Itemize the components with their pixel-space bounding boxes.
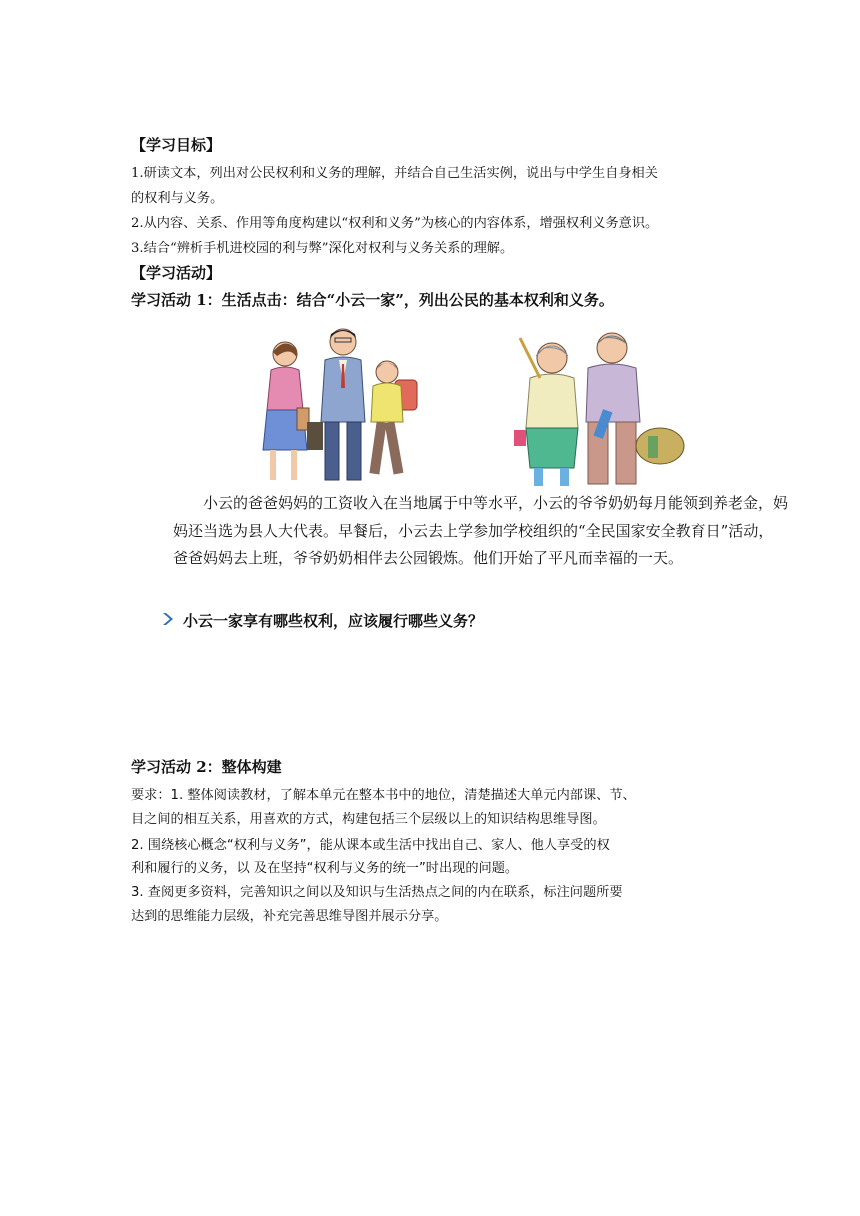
grandfather-figure: [586, 333, 684, 484]
activity-1-question: 小云一家享有哪些权利，应该履行哪些义务？: [183, 612, 484, 630]
activity-1-title: 学习活动 1：生活点击：结合“小云一家”，列出公民的基本权利和义务。: [131, 291, 614, 309]
section-heading-goals: 【学习目标】: [131, 136, 222, 154]
goal-item-3: 3.结合“辨析手机进校园的利与弊”深化对权利与义务关系的理解。: [131, 241, 514, 256]
grandparents-illustration: [500, 318, 690, 492]
goal-item-1-cont: 的权利与义务。: [131, 191, 224, 206]
activity-2-title: 学习活动 2：整体构建: [131, 758, 282, 776]
father-figure: [307, 329, 365, 480]
grandmother-figure: [514, 338, 578, 486]
requirement-line-5: 3. 查阅更多资料，完善知识之间以及知识与生活热点之间的内在联系，标注问题所要: [131, 885, 623, 900]
mother-figure: [263, 342, 309, 480]
goal-item-2: 2.从内容、关系、作用等角度构建以“权利和义务”为核心的内容体系，增强权利义务意识。: [131, 216, 659, 231]
chevron-right-icon: [160, 611, 176, 627]
requirement-line-4: 利和履行的义务，以 及在坚持“权利与义务的统一”时出现的问题。: [131, 861, 519, 876]
requirement-line-2: 目之间的相互关系，用喜欢的方式，构建包括三个层级以上的知识结构思维导图。: [131, 812, 606, 827]
section-heading-activities: 【学习活动】: [131, 264, 222, 282]
requirement-line-6: 达到的思维能力层级，补充完善思维导图并展示分享。: [131, 909, 448, 924]
family-parents-child-illustration: [255, 322, 430, 492]
story-paragraph: 小云的爸爸妈妈的工资收入在当地属于中等水平，小云的爷爷奶奶每月能领到养老金，妈妈还当选为县人大代表。早餐后，小云去上学参加学校组织的“全民国家安全教育日”活动，爸爸妈妈去上班，爷爷奶奶相伴去公园锻炼。他们开始了平凡而幸福的一天。: [173, 494, 789, 567]
child-figure: [369, 361, 417, 474]
goal-item-1: 1.研读文本，列出对公民权利和义务的理解，并结合自己生活实例，说出与中学生自身相关: [131, 166, 658, 181]
requirement-line-1: 要求：1. 整体阅读教材，了解本单元在整本书中的地位，清楚描述大单元内部课、节、: [131, 788, 636, 803]
requirement-line-3: 2. 围绕核心概念“权利与义务”，能从课本或生活中找出自己、家人、他人享受的权: [131, 838, 610, 853]
